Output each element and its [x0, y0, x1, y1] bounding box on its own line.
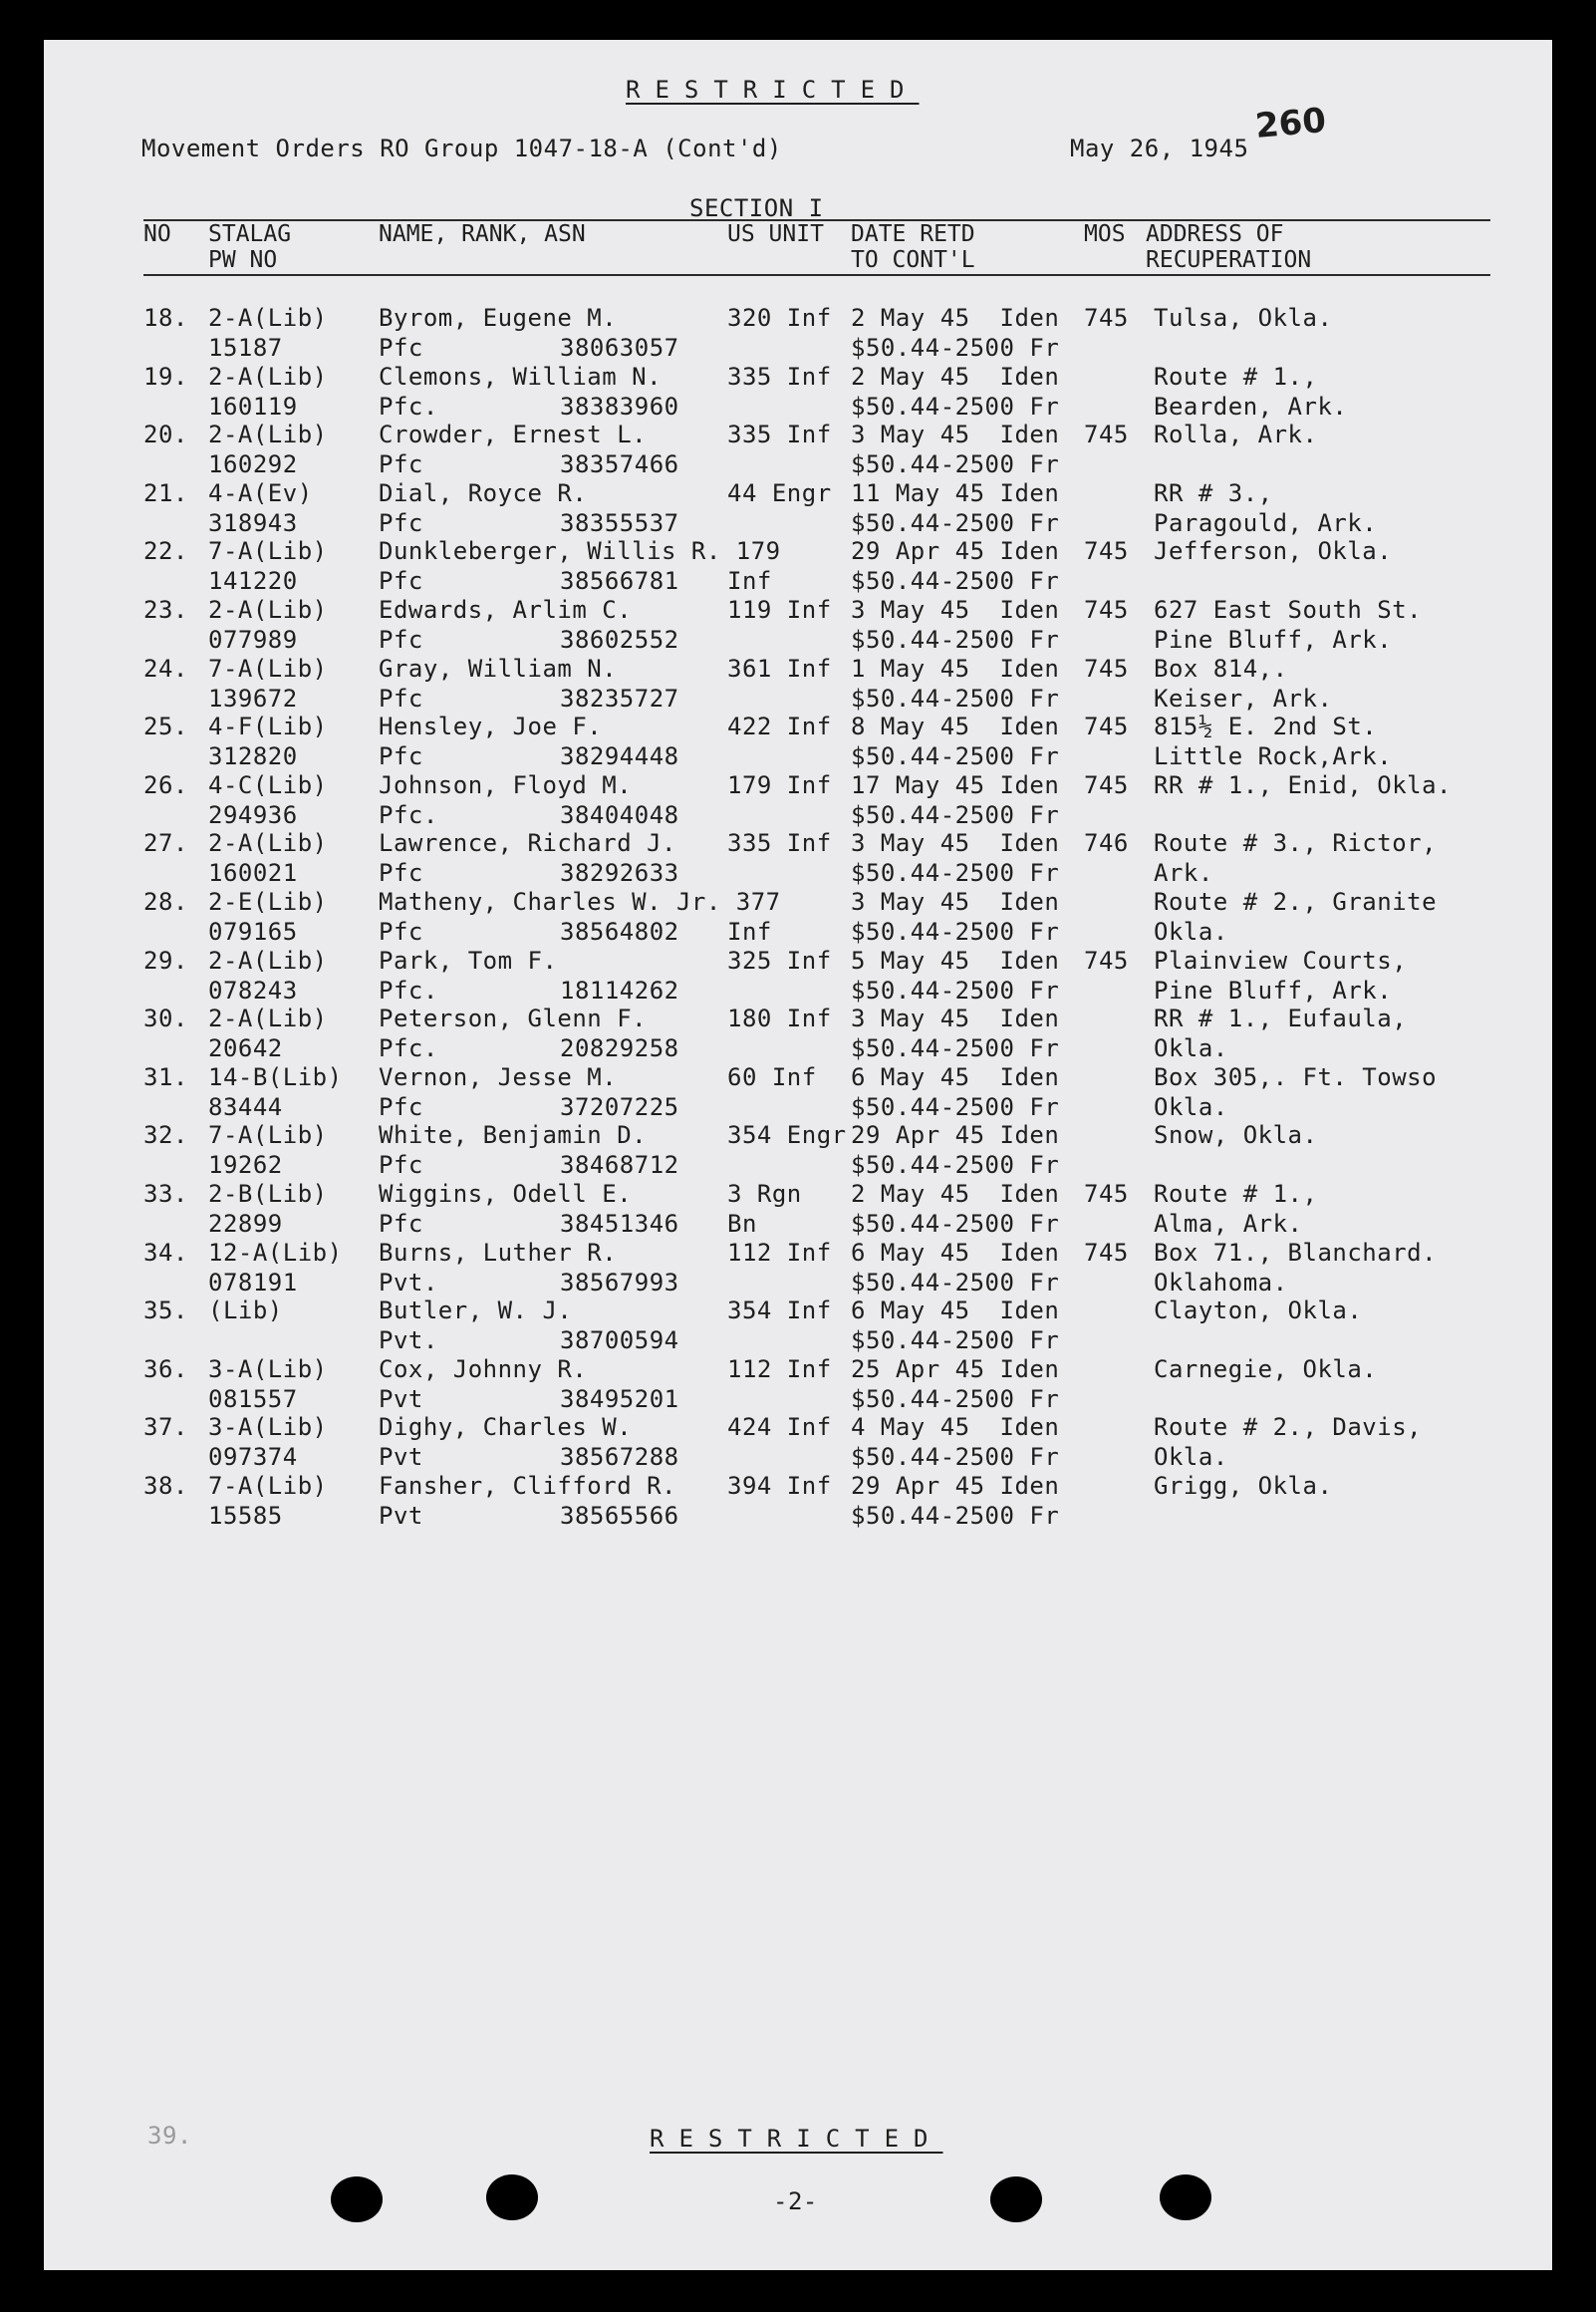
asn-cell: 38451346 [560, 1210, 679, 1238]
pay-cell: $50.44-2500 Fr [851, 508, 1060, 537]
row-number: 20. [143, 421, 188, 449]
asn-cell: 38404048 [560, 800, 679, 829]
pw-number-cell: 83444 [208, 1092, 283, 1121]
address-cell: Jefferson, Okla. [1154, 537, 1393, 566]
pw-number-cell: 15187 [208, 334, 283, 362]
rank-cell: Pfc. [379, 392, 438, 421]
rank-cell: Pfc. [379, 800, 438, 829]
name-cell: Park, Tom F. [379, 946, 558, 975]
stalag-cell: 2-A(Lib) [208, 946, 328, 975]
address-cell-2: Okla. [1154, 1443, 1228, 1472]
pw-number-cell: 079165 [208, 918, 298, 946]
address-cell-2: Okla. [1154, 1034, 1228, 1063]
stalag-cell: 2-E(Lib) [208, 888, 328, 916]
name-cell: Johnson, Floyd M. [379, 770, 633, 799]
name-cell: Fansher, Clifford R. [379, 1472, 676, 1500]
address-cell: Carnegie, Okla. [1154, 1354, 1378, 1383]
stalag-cell: 2-A(Lib) [208, 596, 328, 624]
row-number: 28. [143, 888, 188, 916]
asn-cell: 37207225 [560, 1092, 679, 1121]
pay-cell: $50.44-2500 Fr [851, 1092, 1060, 1121]
table-row [44, 1120, 1552, 1182]
table-row [44, 770, 1552, 832]
address-cell-2: Bearden, Ark. [1154, 392, 1348, 421]
pw-number-cell: 20642 [208, 1034, 283, 1063]
address-cell-2: Pine Bluff, Ark. [1154, 626, 1393, 654]
address-cell: Route # 1., [1154, 1180, 1318, 1208]
unit-cell: 335 Inf [727, 362, 832, 391]
date-returned-cell: 3 May 45 Iden [851, 421, 1060, 449]
table-row [44, 654, 1552, 716]
page-number: -2- [773, 2187, 818, 2215]
asn-cell: 38700594 [560, 1326, 679, 1355]
name-cell: Clemons, William N. [379, 362, 663, 391]
name-cell: Peterson, Glenn F. [379, 1005, 648, 1033]
date-returned-cell: 3 May 45 Iden [851, 829, 1060, 858]
restricted-heading-top: RESTRICTED [626, 76, 920, 104]
punch-hole [486, 2174, 538, 2220]
unit-cell: 354 Engr [727, 1121, 847, 1150]
date-returned-cell: 29 Apr 45 Iden [851, 537, 1060, 566]
address-cell-2: Ark. [1154, 859, 1213, 888]
date-returned-cell: 1 May 45 Iden [851, 654, 1060, 683]
asn-cell: 38565566 [560, 1502, 679, 1530]
date-returned-cell: 25 Apr 45 Iden [851, 1354, 1060, 1383]
punch-hole [331, 2176, 383, 2222]
asn-cell: 38383960 [560, 392, 679, 421]
name-cell: Crowder, Ernest L. [379, 421, 648, 449]
pw-number-cell: 160021 [208, 859, 298, 888]
rank-cell: Pvt. [379, 1268, 438, 1297]
name-cell: Hensley, Joe F. [379, 713, 603, 741]
row-number: 22. [143, 537, 188, 566]
address-cell: 627 East South St. [1154, 596, 1423, 624]
unit-cell: 3 Rgn [727, 1180, 802, 1208]
address-cell: Plainview Courts, [1154, 946, 1408, 975]
pw-number-cell: 077989 [208, 626, 298, 654]
mos-cell: 745 [1084, 596, 1129, 624]
unit-cell: 424 Inf [727, 1413, 832, 1442]
address-cell: RR # 1., Eufaula, [1154, 1005, 1408, 1033]
unit-cell: 394 Inf [727, 1472, 832, 1500]
pay-cell: $50.44-2500 Fr [851, 918, 1060, 946]
stalag-cell: 2-A(Lib) [208, 1005, 328, 1033]
pay-cell: $50.44-2500 Fr [851, 1268, 1060, 1297]
date-returned-cell: 6 May 45 Iden [851, 1062, 1060, 1091]
asn-cell: 38355537 [560, 508, 679, 537]
pay-cell: $50.44-2500 Fr [851, 334, 1060, 362]
address-cell: Clayton, Okla. [1154, 1297, 1363, 1325]
pay-cell: $50.44-2500 Fr [851, 684, 1060, 713]
stalag-cell: 2-A(Lib) [208, 304, 328, 332]
row-number: 37. [143, 1413, 188, 1442]
address-cell: Snow, Okla. [1154, 1121, 1318, 1150]
date-returned-cell: 17 May 45 Iden [851, 770, 1060, 799]
asn-cell: 38566781 [560, 567, 679, 596]
table-row [44, 303, 1552, 365]
pw-number-cell: 19262 [208, 1151, 283, 1180]
table-row [44, 1179, 1552, 1241]
pw-number-cell: 078243 [208, 976, 298, 1005]
pw-number-cell: 294936 [208, 800, 298, 829]
pay-cell: $50.44-2500 Fr [851, 1210, 1060, 1238]
address-cell: Route # 2., Granite [1154, 888, 1438, 916]
asn-cell: 38567993 [560, 1268, 679, 1297]
section-title: SECTION I [689, 194, 824, 222]
name-cell: Dighy, Charles W. [379, 1413, 633, 1442]
rank-cell: Pfc [379, 567, 423, 596]
document-date: May 26, 1945 [1070, 135, 1249, 162]
row-number: 24. [143, 654, 188, 683]
pay-cell: $50.44-2500 Fr [851, 1151, 1060, 1180]
col-header-unit: US UNIT [727, 221, 824, 247]
mos-cell: 745 [1084, 770, 1129, 799]
mos-cell: 745 [1084, 304, 1129, 332]
row-number: 32. [143, 1121, 188, 1150]
unit-cell-2: Inf [727, 567, 772, 596]
table-row [44, 536, 1552, 598]
rank-cell: Pfc [379, 742, 423, 771]
pw-number-cell: 160292 [208, 450, 298, 479]
unit-cell: 119 Inf [727, 596, 832, 624]
unit-cell: 320 Inf [727, 304, 832, 332]
name-cell: Vernon, Jesse M. [379, 1062, 618, 1091]
row-number: 34. [143, 1238, 188, 1267]
date-returned-cell: 2 May 45 Iden [851, 362, 1060, 391]
address-cell-2: Oklahoma. [1154, 1268, 1288, 1297]
table-row [44, 887, 1552, 949]
table-row [44, 362, 1552, 424]
asn-cell: 38602552 [560, 626, 679, 654]
unit-cell: 422 Inf [727, 713, 832, 741]
rank-cell: Pfc [379, 859, 423, 888]
pw-number-cell: 081557 [208, 1384, 298, 1413]
address-cell-2: Okla. [1154, 918, 1228, 946]
asn-cell: 20829258 [560, 1034, 679, 1063]
pw-number-cell: 318943 [208, 508, 298, 537]
unit-cell: 112 Inf [727, 1354, 832, 1383]
unit-cell: 335 Inf [727, 421, 832, 449]
address-cell-2: Keiser, Ark. [1154, 684, 1333, 713]
pw-number-cell: 139672 [208, 684, 298, 713]
col-header-name: NAME, RANK, ASN [379, 221, 586, 247]
row-number: 23. [143, 596, 188, 624]
unit-cell: 335 Inf [727, 829, 832, 858]
address-cell-2: Little Rock,Ark. [1154, 742, 1393, 771]
unit-cell: 44 Engr [727, 478, 832, 507]
pay-cell: $50.44-2500 Fr [851, 1502, 1060, 1530]
unit-cell: 325 Inf [727, 946, 832, 975]
rank-cell: Pfc [379, 626, 423, 654]
address-cell: Box 71., Blanchard. [1154, 1238, 1438, 1267]
date-returned-cell: 29 Apr 45 Iden [851, 1472, 1060, 1500]
address-cell: Box 814,. [1154, 654, 1288, 683]
pay-cell: $50.44-2500 Fr [851, 742, 1060, 771]
address-cell: RR # 3., [1154, 478, 1273, 507]
unit-cell-2: Bn [727, 1210, 757, 1238]
row-number: 31. [143, 1062, 188, 1091]
col-header-date-2: TO CONT'L [851, 247, 975, 273]
date-returned-cell: 4 May 45 Iden [851, 1413, 1060, 1442]
rank-cell: Pfc [379, 508, 423, 537]
stalag-cell: (Lib) [208, 1297, 283, 1325]
address-cell: Route # 2., Davis, [1154, 1413, 1423, 1442]
unit-cell: 180 Inf [727, 1005, 832, 1033]
row-number: 35. [143, 1297, 188, 1325]
table-row [44, 1004, 1552, 1065]
row-number: 25. [143, 713, 188, 741]
date-returned-cell: 6 May 45 Iden [851, 1238, 1060, 1267]
mos-cell: 745 [1084, 713, 1129, 741]
pay-cell: $50.44-2500 Fr [851, 1443, 1060, 1472]
mos-cell: 745 [1084, 537, 1129, 566]
rank-cell: Pvt [379, 1384, 423, 1413]
stalag-cell: 3-A(Lib) [208, 1354, 328, 1383]
address-cell: Tulsa, Okla. [1154, 304, 1333, 332]
document-number: 260 [1253, 100, 1328, 147]
row-number: 18. [143, 304, 188, 332]
row-number: 36. [143, 1354, 188, 1383]
col-header-pw-no: PW NO [208, 247, 278, 273]
row-number: 29. [143, 946, 188, 975]
rank-cell: Pvt. [379, 1326, 438, 1355]
col-header-no: NO [143, 221, 171, 247]
pay-cell: $50.44-2500 Fr [851, 859, 1060, 888]
name-cell: Byrom, Eugene M. [379, 304, 618, 332]
col-header-address: ADDRESS OF [1146, 221, 1284, 247]
name-cell: Cox, Johnny R. [379, 1354, 588, 1383]
restricted-heading-bottom: RESTRICTED [650, 2125, 943, 2153]
row-number: 30. [143, 1005, 188, 1033]
address-cell: Rolla, Ark. [1154, 421, 1318, 449]
address-cell: 815½ E. 2nd St. [1154, 713, 1378, 741]
name-cell: Matheny, Charles W. Jr. 377 [379, 888, 781, 916]
name-cell: Wiggins, Odell E. [379, 1180, 633, 1208]
asn-cell: 38235727 [560, 684, 679, 713]
address-cell: Route # 3., Rictor, [1154, 829, 1438, 858]
pw-number-cell: 312820 [208, 742, 298, 771]
table-row [44, 1471, 1552, 1533]
name-cell: Lawrence, Richard J. [379, 829, 676, 858]
address-cell-2: Paragould, Ark. [1154, 508, 1378, 537]
table-row [44, 1354, 1552, 1416]
unit-cell: 354 Inf [727, 1297, 832, 1325]
address-cell: Grigg, Okla. [1154, 1472, 1333, 1500]
pay-cell: $50.44-2500 Fr [851, 450, 1060, 479]
row-number: 33. [143, 1180, 188, 1208]
rank-cell: Pvt [379, 1502, 423, 1530]
asn-cell: 38294448 [560, 742, 679, 771]
table-row [44, 828, 1552, 890]
stalag-cell: 2-A(Lib) [208, 829, 328, 858]
asn-cell: 38357466 [560, 450, 679, 479]
stalag-cell: 3-A(Lib) [208, 1413, 328, 1442]
col-header-stalag: STALAG [208, 221, 292, 247]
stalag-cell: 4-A(Ev) [208, 478, 313, 507]
stalag-cell: 4-F(Lib) [208, 713, 328, 741]
rank-cell: Pfc [379, 334, 423, 362]
pw-number-cell: 160119 [208, 392, 298, 421]
mos-cell: 745 [1084, 421, 1129, 449]
col-header-date: DATE RETD [851, 221, 975, 247]
rank-cell: Pfc [379, 684, 423, 713]
asn-cell: 38564802 [560, 918, 679, 946]
name-cell: Dunkleberger, Willis R. 179 [379, 537, 781, 566]
rank-cell: Pfc [379, 1092, 423, 1121]
asn-cell: 38292633 [560, 859, 679, 888]
name-cell: Edwards, Arlim C. [379, 596, 633, 624]
stalag-cell: 7-A(Lib) [208, 1472, 328, 1500]
col-header-mos: MOS [1084, 221, 1126, 247]
rank-cell: Pfc [379, 1210, 423, 1238]
address-cell: Route # 1., [1154, 362, 1318, 391]
pay-cell: $50.44-2500 Fr [851, 1326, 1060, 1355]
row-number: 21. [143, 478, 188, 507]
stalag-cell: 4-C(Lib) [208, 770, 328, 799]
table-row [44, 1296, 1552, 1357]
rank-cell: Pfc. [379, 1034, 438, 1063]
rank-cell: Pfc. [379, 976, 438, 1005]
pay-cell: $50.44-2500 Fr [851, 567, 1060, 596]
col-header-address-2: RECUPERATION [1146, 247, 1312, 273]
row-number: 19. [143, 362, 188, 391]
rank-cell: Pvt [379, 1443, 423, 1472]
address-cell: RR # 1., Enid, Okla. [1154, 770, 1452, 799]
row-number: 38. [143, 1472, 188, 1500]
stalag-cell: 2-A(Lib) [208, 362, 328, 391]
rank-cell: Pfc [379, 1151, 423, 1180]
row-number: 27. [143, 829, 188, 858]
mos-cell: 746 [1084, 829, 1129, 858]
date-returned-cell: 5 May 45 Iden [851, 946, 1060, 975]
date-returned-cell: 11 May 45 Iden [851, 478, 1060, 507]
unit-cell: 361 Inf [727, 654, 832, 683]
name-cell: Gray, William N. [379, 654, 618, 683]
address-cell-2: Pine Bluff, Ark. [1154, 976, 1393, 1005]
name-cell: Dial, Royce R. [379, 478, 588, 507]
pay-cell: $50.44-2500 Fr [851, 626, 1060, 654]
table-row [44, 1238, 1552, 1300]
punch-hole [1160, 2174, 1211, 2220]
table-row [44, 712, 1552, 773]
stalag-cell: 2-B(Lib) [208, 1180, 328, 1208]
pay-cell: $50.44-2500 Fr [851, 976, 1060, 1005]
date-returned-cell: 8 May 45 Iden [851, 713, 1060, 741]
table-row [44, 595, 1552, 657]
asn-cell: 38468712 [560, 1151, 679, 1180]
address-cell-2: Alma, Ark. [1154, 1210, 1303, 1238]
date-returned-cell: 3 May 45 Iden [851, 888, 1060, 916]
pay-cell: $50.44-2500 Fr [851, 392, 1060, 421]
date-returned-cell: 2 May 45 Iden [851, 1180, 1060, 1208]
unit-cell: 60 Inf [727, 1062, 817, 1091]
pay-cell: $50.44-2500 Fr [851, 800, 1060, 829]
address-cell-2: Okla. [1154, 1092, 1228, 1121]
date-returned-cell: 29 Apr 45 Iden [851, 1121, 1060, 1150]
pw-number-cell: 22899 [208, 1210, 283, 1238]
rank-cell: Pfc [379, 450, 423, 479]
header-rule-bottom [143, 274, 1490, 276]
table-row [44, 946, 1552, 1008]
stalag-cell: 7-A(Lib) [208, 654, 328, 683]
unit-cell: 112 Inf [727, 1238, 832, 1267]
pw-number-cell: 141220 [208, 567, 298, 596]
pw-number-cell: 078191 [208, 1268, 298, 1297]
stalag-cell: 12-A(Lib) [208, 1238, 343, 1267]
name-cell: Burns, Luther R. [379, 1238, 618, 1267]
stalag-cell: 2-A(Lib) [208, 421, 328, 449]
asn-cell: 38567288 [560, 1443, 679, 1472]
pay-cell: $50.44-2500 Fr [851, 1384, 1060, 1413]
unit-cell-2: Inf [727, 918, 772, 946]
address-cell: Box 305,. Ft. Towso [1154, 1062, 1438, 1091]
date-returned-cell: 3 May 45 Iden [851, 596, 1060, 624]
pw-number-cell: 097374 [208, 1443, 298, 1472]
document-page [44, 40, 1552, 2270]
table-row [44, 478, 1552, 540]
table-row [44, 420, 1552, 481]
asn-cell: 18114262 [560, 976, 679, 1005]
mos-cell: 745 [1084, 654, 1129, 683]
name-cell: White, Benjamin D. [379, 1121, 648, 1150]
asn-cell: 38495201 [560, 1384, 679, 1413]
mos-cell: 745 [1084, 1238, 1129, 1267]
table-row [44, 1062, 1552, 1124]
stray-row-number: 39. [147, 2122, 192, 2150]
date-returned-cell: 3 May 45 Iden [851, 1005, 1060, 1033]
date-returned-cell: 6 May 45 Iden [851, 1297, 1060, 1325]
mos-cell: 745 [1084, 1180, 1129, 1208]
stalag-cell: 14-B(Lib) [208, 1062, 343, 1091]
stalag-cell: 7-A(Lib) [208, 1121, 328, 1150]
unit-cell: 179 Inf [727, 770, 832, 799]
punch-hole [990, 2176, 1042, 2222]
asn-cell: 38063057 [560, 334, 679, 362]
name-cell: Butler, W. J. [379, 1297, 573, 1325]
table-row [44, 1412, 1552, 1474]
pw-number-cell: 15585 [208, 1502, 283, 1530]
rank-cell: Pfc [379, 918, 423, 946]
mos-cell: 745 [1084, 946, 1129, 975]
document-title: Movement Orders RO Group 1047-18-A (Cont'd) [141, 135, 782, 162]
date-returned-cell: 2 May 45 Iden [851, 304, 1060, 332]
row-number: 26. [143, 770, 188, 799]
stalag-cell: 7-A(Lib) [208, 537, 328, 566]
pay-cell: $50.44-2500 Fr [851, 1034, 1060, 1063]
